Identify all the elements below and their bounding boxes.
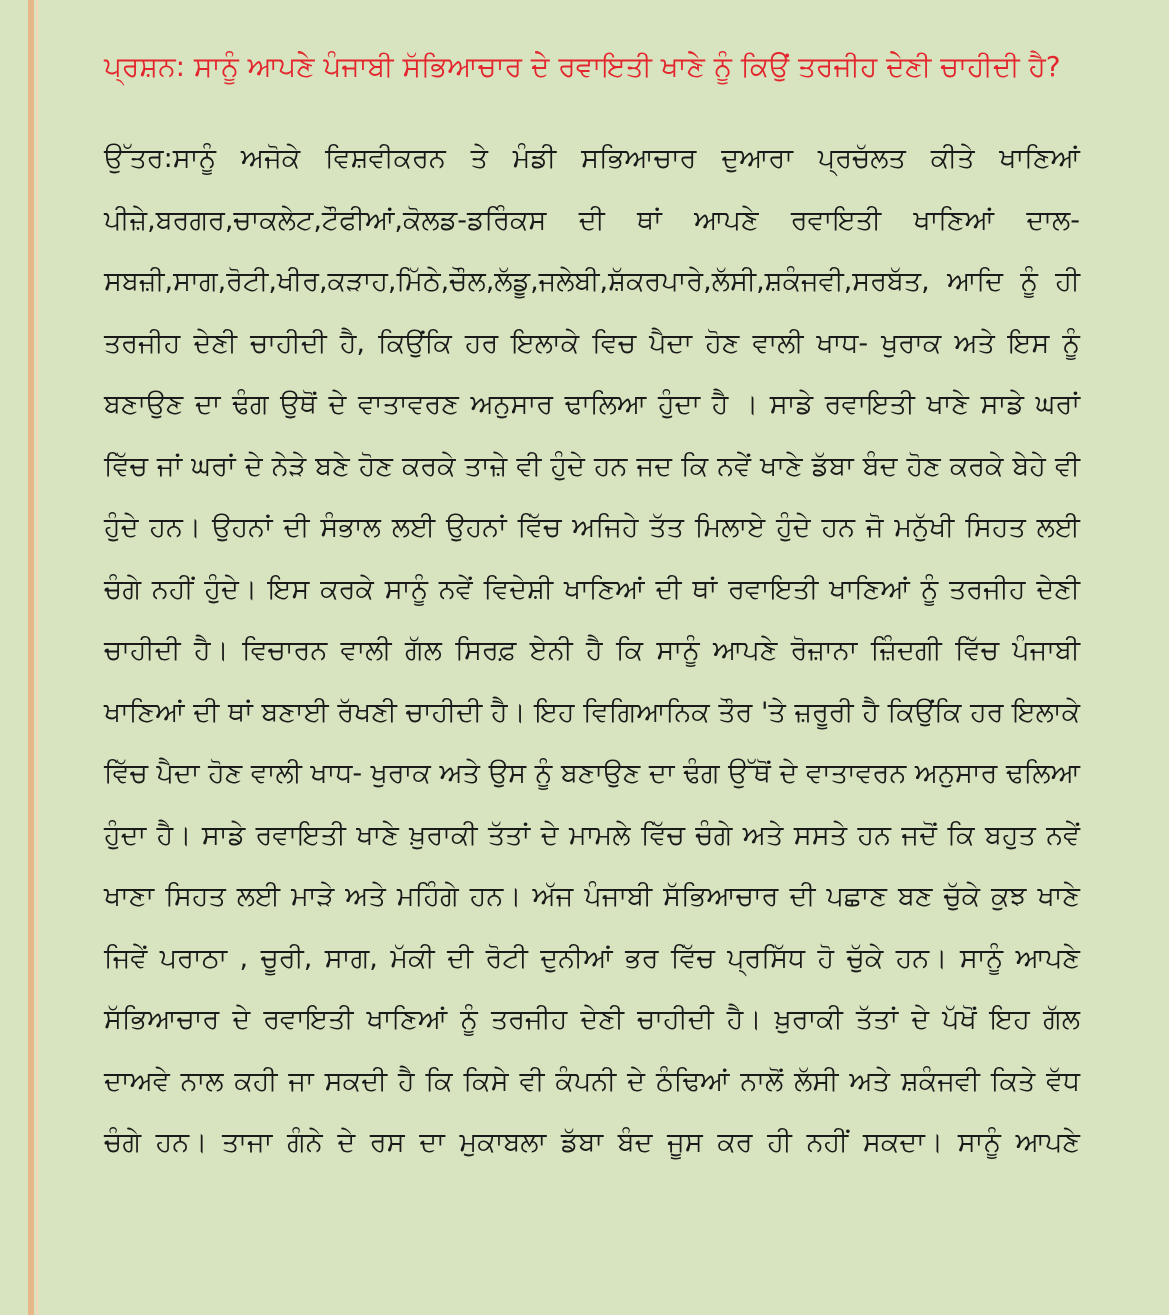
answer-label: ਉੱਤਰ: — [104, 143, 173, 174]
question-label: ਪ੍ਰਸ਼ਨ: — [104, 50, 186, 83]
answer-text: ਸਾਨੂੰ ਅਜੋਕੇ ਵਿਸ਼ਵੀਕਰਨ ਤੇ ਮੰਡੀ ਸਭਿਆਚਾਰ ਦੁਆਰਾ ਪ੍ਰਚੱਲਤ ਕੀਤੇ ਖਾਣਿਆਂ ਪੀਜ਼ੇ,ਬਰਗਰ,ਚਾਕਲੇਟ,ਟੌਫੀਆਂ,ਕੋਲਡ-ਡਰਿੰਕਸ ਦੀ ਥਾਂ ਆਪਣੇ ਰਵਾਇਤੀ ਖਾਣਿਆਂ ਦਾਲ-ਸਬਜ਼ੀ,ਸਾਗ,ਰੋਟੀ,ਖੀਰ,ਕੜਾਹ,ਮਿੱਠੇ,ਚੌਲ,ਲੱਡੂ,ਜਲੇਬੀ,ਸ਼ੱਕਰਪਾਰੇ,ਲੱਸੀ,ਸ਼ਕੰਜਵੀ,ਸਰਬੱਤ, ਆਦਿ ਨੂੰ ਹੀ ਤਰਜੀਹ ਦੇਣੀ ਚਾਹੀਦੀ ਹੈ, ਕਿਉਂਕਿ ਹਰ ਇਲਾਕੇ ਵਿਚ ਪੈਦਾ ਹੋਣ ਵਾਲੀ ਖਾਧ- ਖੁਰਾਕ ਅਤੇ ਇਸ ਨੂੰ ਬਣਾਉਣ ਦਾ ਢੰਗ ਉਥੋਂ ਦੇ ਵਾਤਾਵਰਣ ਅਨੁਸਾਰ ਢਾਲਿਆ ਹੁੰਦਾ ਹੈ । ਸਾਡੇ ਰਵਾਇਤੀ ਖਾਣੇ ਸਾਡੇ ਘਰਾਂ ਵਿੱਚ ਜਾਂ ਘਰਾਂ ਦੇ ਨੇੜੇ ਬਣੇ ਹੋਣ ਕਰਕੇ ਤਾਜ਼ੇ ਵੀ ਹੁੰਦੇ ਹਨ ਜਦ ਕਿ ਨਵੇਂ ਖਾਣੇ ਡੱਬਾ ਬੰਦ ਹੋਣ ਕਰਕੇ ਬੇਹੇ ਵੀ ਹੁੰਦੇ ਹਨ। ਉਹਨਾਂ ਦੀ ਸੰਭਾਲ ਲਈ ਉਹਨਾਂ ਵਿੱਚ ਅਜਿਹੇ ਤੱਤ ਮਿਲਾਏ ਹੁੰਦੇ ਹਨ ਜੋ ਮਨੁੱਖੀ ਸਿਹਤ ਲਈ ਚੰਗੇ ਨਹੀਂ ਹੁੰਦੇ। ਇਸ ਕਰਕੇ ਸਾਨੂੰ ਨਵੇਂ ਵਿਦੇਸ਼ੀ ਖਾਣਿਆਂ ਦੀ ਥਾਂ ਰਵਾਇਤੀ ਖਾਣਿਆਂ ਨੂੰ ਤਰਜੀਹ ਦੇਣੀ ਚਾਹੀਦੀ ਹੈ। ਵਿਚਾਰਨ ਵਾਲੀ ਗੱਲ ਸਿਰਫ਼ ਏਨੀ ਹੈ ਕਿ ਸਾਨੂੰ ਆਪਣੇ ਰੋਜ਼ਾਨਾ ਜ਼ਿੰਦਗੀ ਵਿੱਚ ਪੰਜਾਬੀ ਖਾਣਿਆਂ ਦੀ ਥਾਂ ਬਣਾਈ ਰੱਖਣੀ ਚਾਹੀਦੀ ਹੈ। ਇਹ ਵਿਗਿਆਨਿਕ ਤੌਰ 'ਤੇ ਜ਼ਰੂਰੀ ਹੈ ਕਿਉਂਕਿ ਹਰ ਇਲਾਕੇ ਵਿੱਚ ਪੈਦਾ ਹੋਣ ਵਾਲੀ ਖਾਧ- ਖੁਰਾਕ ਅਤੇ ਉਸ ਨੂੰ ਬਣਾਉਣ ਦਾ ਢੰਗ ਉੱਥੋਂ ਦੇ ਵਾਤਾਵਰਨ ਅਨੁਸਾਰ ਢਲਿਆ ਹੁੰਦਾ ਹੈ। ਸਾਡੇ ਰਵਾਇਤੀ ਖਾਣੇ ਖ਼ੁਰਾਕੀ ਤੱਤਾਂ ਦੇ ਮਾਮਲੇ ਵਿੱਚ ਚੰਗੇ ਅਤੇ ਸਸਤੇ ਹਨ ਜਦੋਂ ਕਿ ਬਹੁਤ ਨਵੇਂ ਖਾਣਾ ਸਿਹਤ ਲਈ ਮਾੜੇ ਅਤੇ ਮਹਿੰਗੇ ਹਨ। ਅੱਜ ਪੰਜਾਬੀ ਸੱਭਿਆਚਾਰ ਦੀ ਪਛਾਣ ਬਣ ਚੁੱਕੇ ਕੁਝ ਖਾਣੇ ਜਿਵੇਂ ਪਰਾਠਾ , ਚੂਰੀ, ਸਾਗ, ਮੱਕੀ ਦੀ ਰੋਟੀ ਦੁਨੀਆਂ ਭਰ ਵਿੱਚ ਪ੍ਰਸਿੱਧ ਹੋ ਚੁੱਕੇ ਹਨ। ਸਾਨੂੰ ਆਪਣੇ ਸੱਭਿਆਚਾਰ ਦੇ ਰਵਾਇਤੀ ਖਾਣਿਆਂ ਨੂੰ ਤਰਜੀਹ ਦੇਣੀ ਚਾਹੀਦੀ ਹੈ। ਖ਼ੁਰਾਕੀ ਤੱਤਾਂ ਦੇ ਪੱਖੋਂ ਇਹ ਗੱਲ ਦਾਅਵੇ ਨਾਲ ਕਹੀ ਜਾ ਸਕਦੀ ਹੈ ਕਿ ਕਿਸੇ ਵੀ ਕੰਪਨੀ ਦੇ ਠੰਢਿਆਂ ਨਾਲੋਂ ਲੱਸੀ ਅਤੇ ਸ਼ਕੰਜਵੀ ਕਿਤੇ ਵੱਧ ਚੰਗੇ ਹਨ। ਤਾਜਾ ਗੰਨੇ ਦੇ ਰਸ ਦਾ ਮੁਕਾਬਲਾ ਡੱਬਾ ਬੰਦ ਜੂਸ ਕਰ ਹੀ ਨਹੀਂ ਸਕਦਾ। ਸਾਨੂੰ ਆਪਣੇ — [104, 143, 1080, 1158]
left-border-line-inner — [36, 0, 38, 1315]
answer-paragraph — [104, 128, 1080, 1174]
question-text: ਸਾਨੂੰ ਆਪਣੇ ਪੰਜਾਬੀ ਸੱਭਿਆਚਾਰ ਦੇ ਰਵਾਇਤੀ ਖਾਣੇ ਨੂੰ ਕਿਉਂ ਤਰਜੀਹ ਦੇਣੀ ਚਾਹੀਦੀ ਹੈ? — [193, 50, 1061, 83]
left-border-line — [28, 0, 34, 1315]
question-heading — [104, 36, 1080, 98]
document-body — [104, 36, 1080, 1174]
